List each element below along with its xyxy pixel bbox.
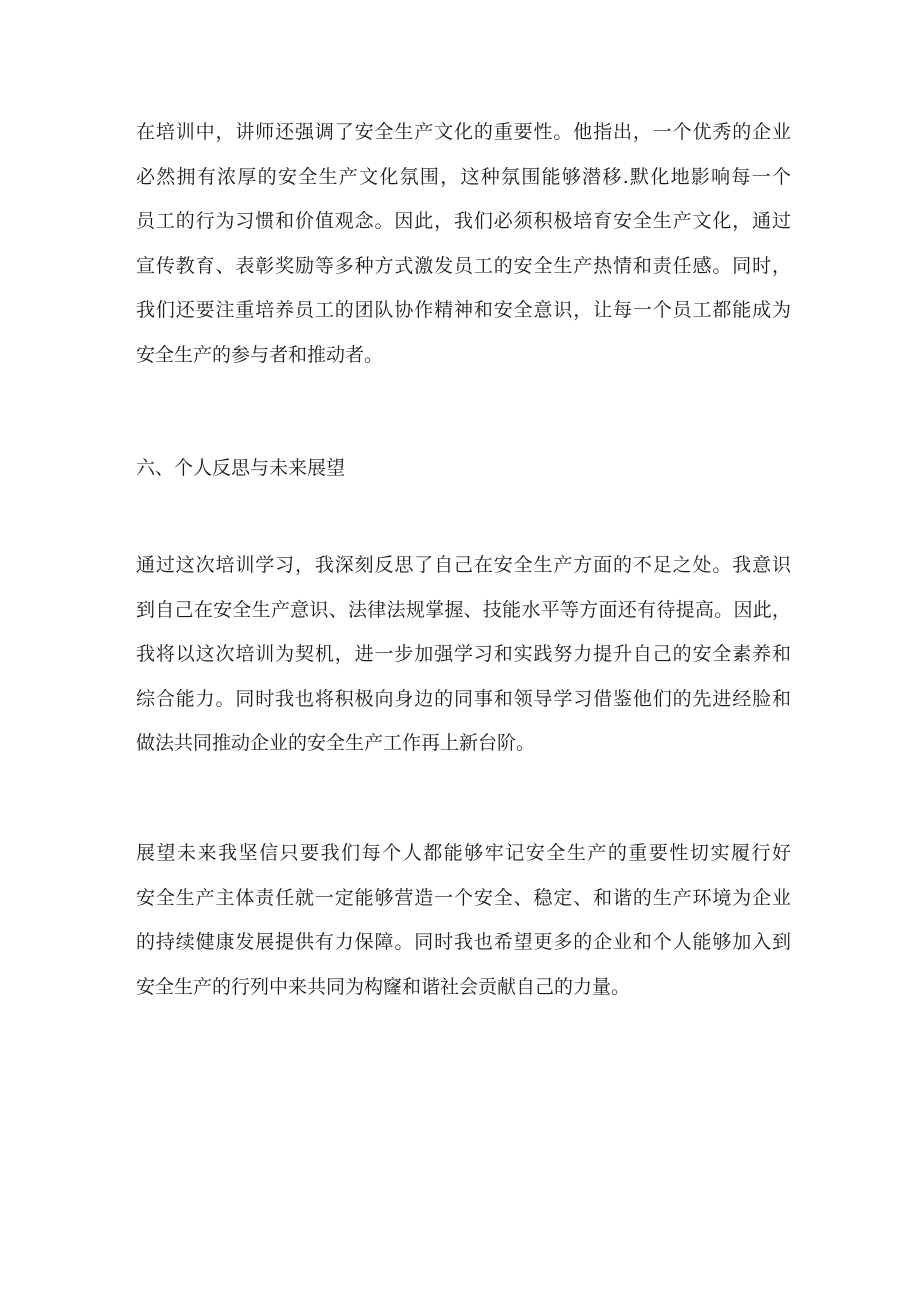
paragraph-line: 展望未来我坚信只要我们每个人都能够牢记安全生产的重要性切实履行好	[136, 842, 791, 864]
paragraph-line: 做法共同推动企业的安全生产工作再上新台阶。	[136, 732, 536, 755]
paragraph-line: 安全生产的参与者和推动者。	[136, 343, 384, 366]
paragraph-line: 我们还要注重培养员工的团队协作精神和安全意识，让每一个员工都能成为	[136, 299, 791, 322]
paragraph-line: 宣传教育、表彰奖励等多种方式激发员工的安全生产热情和责任感。同时，	[136, 254, 791, 277]
paragraph-line: 安全生产主体责任就一定能够营造一个安全、稳定、和谐的生产环境为企业	[136, 886, 791, 909]
paragraph-culture	[136, 110, 791, 378]
paragraph-outlook	[136, 831, 791, 1009]
paragraph-line: 安全生产的行列中来共同为构窿和谐社会贡献自己的力量。	[136, 975, 631, 998]
paragraph-line: 综合能力。同时我也将积极向身边的同事和领导学习借鉴他们的先进经脸和	[136, 687, 791, 710]
paragraph-line: 在培训中，讲师还强调了安全生产文化的重要性。他指出，一个优秀的企业	[136, 121, 791, 143]
paragraph-reflection	[136, 543, 791, 766]
paragraph-line: 到自己在安全生产意识、法律法规掌握、技能水平等方面还有待提高。因此，	[136, 598, 791, 621]
paragraph-line: 必然拥有浓厚的安全生产文化氛围，这种氛围能够潜移.默化地影响每一个	[136, 165, 791, 188]
section-heading: 六、个人反思与未来展望	[136, 457, 346, 479]
paragraph-line: 我将以这次培训为契机，进一步加强学习和实践努力提升自己的安全素养和	[136, 643, 791, 666]
paragraph-line: 员工的行为习惯和价值观念。因此，我们必须积极培育安全生产文化，通过	[136, 210, 791, 233]
paragraph-line: 的持续健康发展提供有力保障。同时我也希望更多的企业和个人能够加入到	[136, 931, 791, 954]
paragraph-line: 通过这次培训学习，我深刻反思了自己在安全生产方面的不足之处。我意识	[136, 554, 791, 576]
